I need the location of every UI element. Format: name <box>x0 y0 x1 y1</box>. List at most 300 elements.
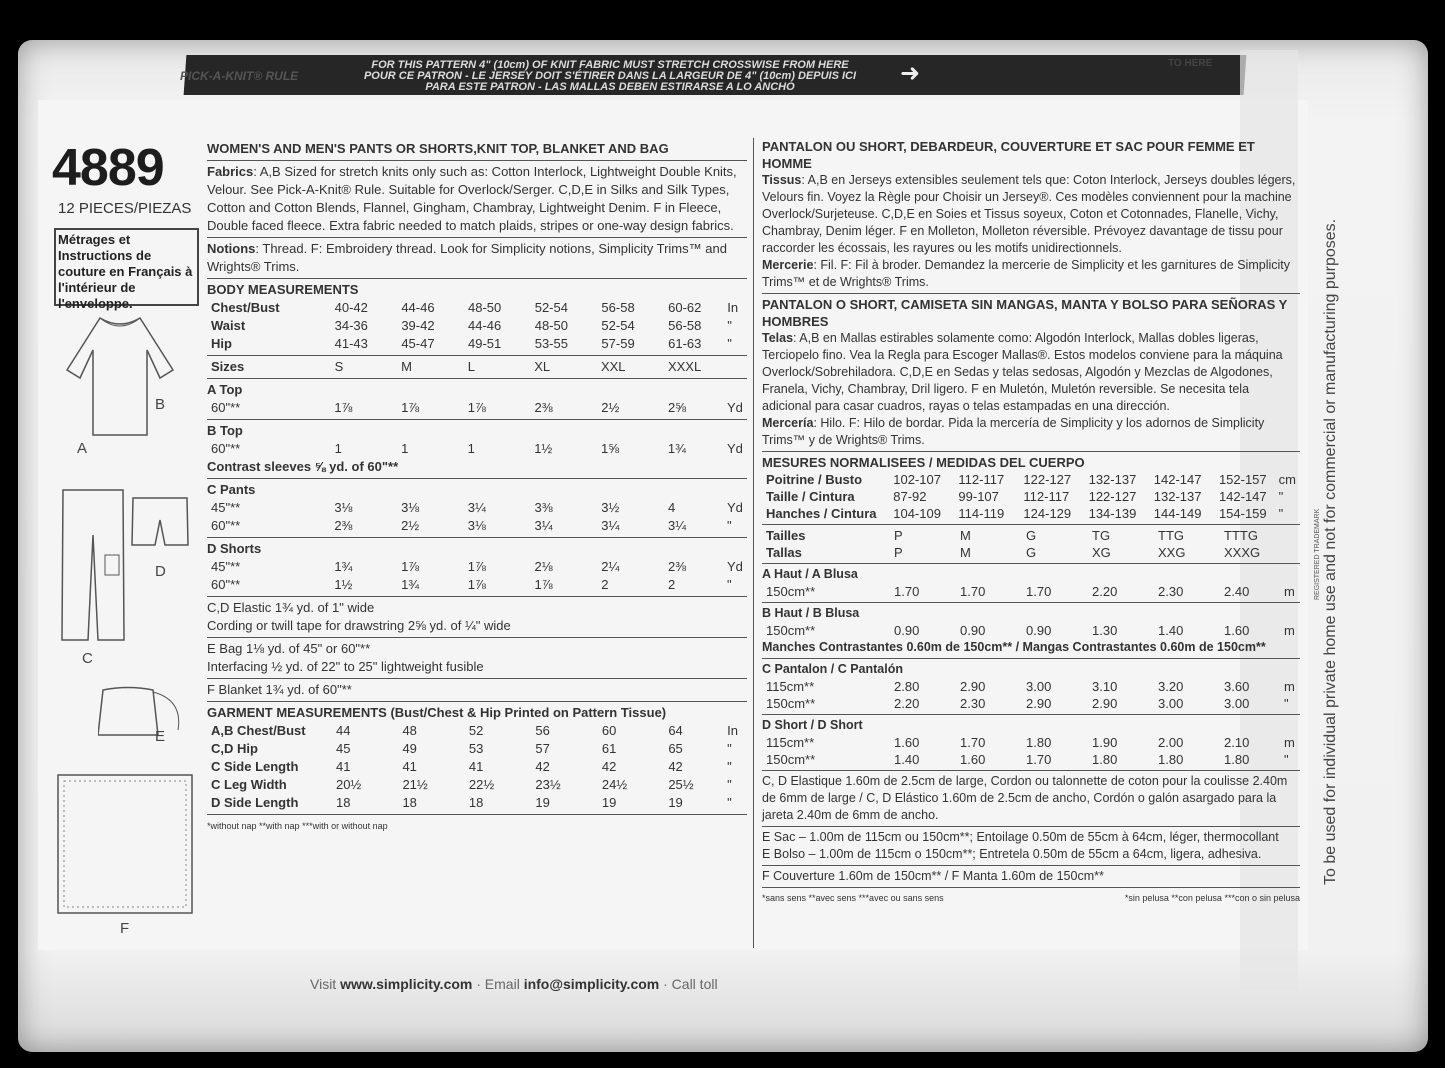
yardage-cell: 3.00 <box>1158 696 1184 711</box>
couverture-line: F Couverture 1.60m de 150cm** / F Manta 1.60m de 150cm** <box>762 869 1104 883</box>
table-cell: " <box>1278 489 1284 504</box>
yardage-cell: 1.60 <box>894 735 920 750</box>
yardage-cell: 2.40 <box>1224 584 1250 599</box>
sizes-row <box>762 544 1298 561</box>
table-cell: 41 <box>402 759 417 774</box>
table-cell: 124-129 <box>1023 506 1072 521</box>
table-row <box>207 740 747 758</box>
pattern-number: 4889 <box>52 139 164 197</box>
interfacing-line: Interfacing ½ yd. of 22" to 25" lightweight fusible <box>207 659 484 674</box>
french-spanish-column <box>762 138 1300 907</box>
fabric-width: 150cm** <box>766 623 816 638</box>
table-cell: 152-157 <box>1218 472 1267 487</box>
table-cell: In <box>727 723 738 738</box>
yardage-cell: 1⅞ <box>401 559 420 574</box>
fabric-width: 115cm** <box>766 735 815 750</box>
view-e-bag-sketch <box>98 680 188 740</box>
yardage-view-title: D Short / D Short <box>762 718 863 732</box>
table-cell: 20½ <box>335 777 362 792</box>
size-cell <box>723 358 747 376</box>
yardage-table <box>762 734 1299 768</box>
sizes-label: Tailles <box>766 528 806 543</box>
yardage-cell: 2.00 <box>1158 735 1184 750</box>
elastic-line: C,D Elastic 1¾ yd. of 1" wide <box>207 600 375 615</box>
yardage-row <box>207 440 747 458</box>
yardage-cell: 1⅞ <box>467 559 486 574</box>
yardage-cell: 1.70 <box>960 735 986 750</box>
table-cell: 122-127 <box>1088 489 1137 504</box>
french-instructions-box: Métrages et Instructions de couture en Français à l'intérieur de l'enveloppe. <box>54 228 199 306</box>
table-cell: " <box>727 777 732 792</box>
table-cell: 52-54 <box>534 300 568 315</box>
body-measurements-title: BODY MEASUREMENTS <box>207 282 359 297</box>
view-label-b: B <box>155 396 166 413</box>
elastique-line: C, D Elastique 1.60m de 2.5cm de large, Cordon ou talonnette de coton pour la coulisse 2.40m de 6mm de large / C, D Elástico 1.60m de 2.5cm de ancho, Cordón o galón asargado para la jareta 2.40m de 6mm de ancho. <box>762 774 1288 822</box>
table-cell: 104-109 <box>893 506 941 521</box>
french-title: PANTALON OU SHORT, DEBARDEUR, COUVERTURE ET SAC POUR FEMME ET HOMME <box>762 139 1255 171</box>
yardage-cell: 3.10 <box>1092 679 1118 694</box>
table-cell: 60 <box>601 723 617 738</box>
table-cell: 25½ <box>668 777 694 792</box>
fabrics-paragraph <box>207 163 747 235</box>
table-cell: 41 <box>335 759 351 774</box>
stretch-line-es: PARA ESTE PATRON - LAS MALLAS DEBEN ESTIRARSE A LO ANCHO <box>425 81 795 93</box>
table-cell: 142-147 <box>1218 489 1267 504</box>
sizes-row <box>207 358 747 376</box>
metric-measurements-title: MESURES NORMALISEES / MEDIDAS DEL CUERPO <box>762 455 1085 470</box>
size-cell: P <box>894 528 903 543</box>
yardage-row <box>762 751 1299 768</box>
table-cell: " <box>727 759 732 774</box>
size-cell <box>1280 544 1298 561</box>
table-cell: 61-63 <box>668 336 702 351</box>
table-row <box>762 505 1300 522</box>
fabric-width: 60"** <box>211 400 241 415</box>
view-label-c: C <box>82 650 93 667</box>
yardage-cell: 2.80 <box>894 679 920 694</box>
table-cell: 19 <box>601 795 617 810</box>
cording-line: Cording or twill tape for drawstring 2⅝ yd. of ¼" wide <box>207 618 511 633</box>
table-cell: 56-58 <box>668 318 702 333</box>
fabric-width: 115cm** <box>766 679 815 694</box>
stretch-line-en: FOR THIS PATTERN 4" (10cm) OF KNIT FABRIC MUST STRETCH CROSSWISE FROM HERE <box>371 59 849 71</box>
table-cell: " <box>727 795 732 810</box>
yardage-cell: 2⅜ <box>668 559 687 574</box>
table-cell: 34-36 <box>334 318 368 333</box>
yardage-cell: 3.20 <box>1158 679 1184 694</box>
french-footnote: *sans sens **avec sens ***avec ou sans sens <box>762 893 944 903</box>
yardage-cell: 2.90 <box>960 679 986 694</box>
yardage-cell: 3⅜ <box>534 500 553 515</box>
table-cell: 48-50 <box>468 300 502 315</box>
table-cell: 56-58 <box>601 300 635 315</box>
table-cell: 44 <box>335 723 351 738</box>
table-cell: 132-137 <box>1153 489 1202 504</box>
yardage-view-title: A Haut / A Blusa <box>762 567 858 581</box>
table-cell: 52-54 <box>601 318 635 333</box>
table-cell: 52 <box>468 723 484 738</box>
table-cell: 18 <box>402 795 417 810</box>
table-cell: 18 <box>335 795 351 810</box>
yardage-cell: " <box>1284 696 1289 711</box>
spanish-footnote: *sin pelusa **con pelusa ***con o sin pelusa <box>1124 893 1300 903</box>
size-cell: XL <box>534 359 551 374</box>
yardage-cell: 1.40 <box>1158 623 1184 638</box>
yardage-cell: 1.60 <box>960 752 986 767</box>
notions-label: Notions <box>207 241 256 256</box>
yardage-cell: 1.70 <box>1026 584 1052 599</box>
fabrics-label: Fabrics <box>207 164 254 179</box>
fabric-width: 60"** <box>211 577 241 592</box>
table-cell: 44-46 <box>401 300 435 315</box>
metric-yardage-section <box>762 563 1300 768</box>
yardage-cell: 1 <box>334 441 342 456</box>
yardage-cell: 1¾ <box>334 559 353 574</box>
table-cell: 42 <box>535 759 550 774</box>
yardage-cell: 1.80 <box>1026 735 1052 750</box>
table-cell: 112-117 <box>1023 489 1070 504</box>
contrast-sleeves-note: Contrast sleeves ⅝ yd. of 60"** <box>207 459 399 474</box>
yardage-cell: 3.60 <box>1224 679 1250 694</box>
yardage-table <box>762 622 1299 639</box>
table-cell: " <box>727 336 732 351</box>
yardage-cell: 1 <box>467 441 475 456</box>
yardage-cell: 3¼ <box>668 518 687 533</box>
table-row <box>762 488 1300 505</box>
bag-line: E Bag 1⅛ yd. of 45" or 60"** <box>207 641 371 656</box>
garment-measurements-title: GARMENT MEASUREMENTS (Bust/Chest & Hip Printed on Pattern Tissue) <box>207 705 667 720</box>
yardage-cell: 2.20 <box>1092 584 1118 599</box>
tissus-paragraph <box>762 172 1300 257</box>
pieces-count: 12 PIECES/PIEZAS <box>58 200 192 217</box>
table-cell: 61 <box>601 741 617 756</box>
table-cell: 49-51 <box>468 336 502 351</box>
yardage-cell: 3¼ <box>534 518 553 533</box>
yardage-cell: 2 <box>601 577 609 592</box>
yardage-cell: 3⅛ <box>334 500 353 515</box>
yardage-cell: 3¼ <box>467 500 486 515</box>
table-cell: 41 <box>468 759 484 774</box>
spanish-title: PANTALON O SHORT, CAMISETA SIN MANGAS, MANTA Y BOLSO PARA SEÑORAS Y HOMBRES <box>762 297 1288 329</box>
contact-line <box>310 976 718 992</box>
yardage-cell: 2.30 <box>960 696 986 711</box>
bolso-line: E Bolso – 1.00m de 115cm o 150cm**; Entretela 0.50m de 55cm a 64cm, ligera, adhesiva. <box>762 847 1262 861</box>
yardage-cell: 1¾ <box>667 441 686 456</box>
row-label: Waist <box>211 318 246 333</box>
yardage-cell: 1.90 <box>1092 735 1118 750</box>
table-cell: 122-127 <box>1023 472 1072 487</box>
stretch-line-fr: POUR CE PATRON - LE JERSEY DOIT S'ÉTIRER DANS LA LARGEUR DE 4" (10cm) DEPUIS ICI <box>363 70 857 82</box>
yardage-cell: 1⅝ <box>601 441 620 456</box>
size-cell: M <box>960 528 971 543</box>
pick-a-knit-logo: PICK-A-KNIT® RULE <box>180 69 299 83</box>
size-cell: XXXL <box>667 359 702 374</box>
table-cell: 57-59 <box>601 336 635 351</box>
table-cell: 65 <box>668 741 683 756</box>
row-label: Chest/Bust <box>211 300 280 315</box>
row-label: A,B Chest/Bust <box>211 723 306 738</box>
row-label: Hip <box>211 336 232 351</box>
yardage-row <box>207 399 747 417</box>
yardage-cell: 2.10 <box>1224 735 1250 750</box>
table-cell: 64 <box>668 723 683 738</box>
size-cell: G <box>1026 528 1037 543</box>
telas-label: Telas <box>762 331 794 345</box>
yardage-row <box>762 734 1299 751</box>
yardage-cell: " <box>726 518 732 533</box>
yardage-cell: 0.90 <box>1026 623 1052 638</box>
yardage-cell: 3¼ <box>601 518 620 533</box>
yardage-cell: m <box>1284 584 1295 599</box>
yardage-cell: m <box>1284 679 1295 694</box>
to-here-label: TO HERE <box>1168 58 1213 69</box>
view-ab-top-sketch <box>55 310 185 440</box>
size-cell: XXG <box>1158 545 1186 560</box>
english-title: WOMEN'S AND MEN'S PANTS OR SHORTS,KNIT TOP, BLANKET AND BAG <box>207 141 669 156</box>
yardage-cell: 2⅝ <box>668 400 687 415</box>
yardage-row <box>762 622 1299 639</box>
yardage-cell: m <box>1284 623 1295 638</box>
blanket-line: F Blanket 1¾ yd. of 60"** <box>207 682 352 697</box>
yardage-row <box>207 576 747 594</box>
yardage-cell: 2¼ <box>601 559 620 574</box>
yardage-cell: 1.70 <box>1026 752 1052 767</box>
table-cell: 49 <box>402 741 417 756</box>
fabric-width: 45"** <box>211 500 241 515</box>
notions-text: : Thread. F: Embroidery thread. Look for Simplicity notions, Simplicity Trims™ and Wrights® Trims. <box>207 241 727 274</box>
yardage-view-title: C Pantalon / C Pantalón <box>762 662 903 676</box>
yardage-cell: 1 <box>401 441 409 456</box>
table-row <box>207 758 747 776</box>
visit-label: Visit <box>310 976 337 992</box>
yardage-table <box>207 440 747 458</box>
size-cell: M <box>401 359 412 374</box>
row-label: C Side Length <box>211 759 299 774</box>
yardage-table <box>762 678 1299 712</box>
yardage-cell: 2.90 <box>1092 696 1118 711</box>
metric-body-table <box>762 471 1300 522</box>
sizes-label: Tallas <box>766 545 802 560</box>
table-cell: " <box>727 318 732 333</box>
arrow-right-icon: ➜ <box>900 60 921 87</box>
table-cell: 56 <box>535 723 550 738</box>
row-label: C,D Hip <box>211 741 258 756</box>
row-label: C Leg Width <box>211 777 287 792</box>
email-link[interactable]: info@simplicity.com <box>523 976 660 992</box>
table-cell: 53-55 <box>534 336 568 351</box>
yardage-cell: 2.20 <box>894 696 920 711</box>
email-label: · Email <box>476 976 520 992</box>
yardage-row <box>762 695 1299 712</box>
yardage-cell: 1.40 <box>894 752 920 767</box>
yardage-row <box>207 499 747 517</box>
yardage-cell: 1⅞ <box>467 400 486 415</box>
table-cell: In <box>727 300 739 315</box>
table-row <box>207 317 747 335</box>
yardage-cell: 4 <box>668 500 676 515</box>
table-cell: 132-137 <box>1088 472 1137 487</box>
yardage-row <box>762 678 1299 695</box>
sac-line: E Sac – 1.00m de 115cm ou 150cm**; Entoilage 0.50m de 55cm à 64cm, léger, thermocollant <box>762 830 1279 844</box>
metric-sizes-table <box>762 527 1298 561</box>
size-cell: M <box>960 545 971 560</box>
view-label-f: F <box>120 920 130 937</box>
table-cell: 18 <box>468 795 484 810</box>
yardage-cell: 2⅛ <box>534 559 553 574</box>
telas-paragraph <box>762 330 1300 415</box>
size-cell: XG <box>1092 545 1111 560</box>
yardage-cell: 2½ <box>601 400 620 415</box>
yardage-section <box>207 378 747 594</box>
table-cell: 21½ <box>402 777 428 792</box>
size-cell <box>1280 527 1298 544</box>
yardage-cell: 1.70 <box>960 584 986 599</box>
metric-footnotes <box>762 890 1300 907</box>
row-label: Poitrine / Busto <box>766 472 863 487</box>
view-f-blanket-sketch <box>56 773 196 915</box>
view-label-a: A <box>77 440 88 457</box>
row-label: D Side Length <box>211 795 299 810</box>
view-label-d: D <box>155 563 166 580</box>
table-cell: 154-159 <box>1218 506 1267 521</box>
table-cell: 102-107 <box>893 472 941 487</box>
table-cell: 48-50 <box>534 318 568 333</box>
table-cell: 45-47 <box>401 336 435 351</box>
table-cell: 19 <box>668 795 683 810</box>
yardage-cell: 1.70 <box>894 584 920 599</box>
body-measurements-table <box>207 299 747 353</box>
table-cell: 19 <box>535 795 550 810</box>
yardage-cell: 0.90 <box>894 623 920 638</box>
english-column <box>207 140 747 835</box>
yardage-view-title: C Pants <box>207 482 256 497</box>
usage-notice: To be used for individual private home use and not for commercial or manufacturing purposes. <box>1322 218 1339 885</box>
yardage-cell: 1⅞ <box>334 400 353 415</box>
table-row <box>207 794 747 812</box>
yardage-cell: 2½ <box>401 518 420 533</box>
yardage-cell: 1.80 <box>1092 752 1118 767</box>
table-row <box>207 722 747 740</box>
table-cell: 142-147 <box>1153 472 1202 487</box>
table-cell: 41-43 <box>334 336 368 351</box>
table-cell: 134-139 <box>1088 506 1137 521</box>
size-cell: XXXG <box>1224 545 1261 560</box>
yardage-cell: 3⅛ <box>401 500 420 515</box>
fabric-width: 45"** <box>211 559 241 574</box>
yardage-cell: 1⅞ <box>467 577 486 592</box>
website-link[interactable]: www.simplicity.com <box>340 976 473 992</box>
merceria-label: Mercería <box>762 416 814 430</box>
size-cell: XXL <box>600 359 626 374</box>
table-row <box>762 471 1300 488</box>
yardage-cell: Yd <box>726 559 743 574</box>
yardage-table <box>207 499 747 535</box>
yardage-cell: 1⅞ <box>401 400 420 415</box>
tissus-text: : A,B en Jerseys extensibles seulement tels que: Coton Interlock, Jerseys doubles légers, Velours fin. Voyez la Règle pour Choisir un Jersey®. Ces modèles conviennent pour la machine Overlock/Surjeteuse. C,D,E en Soies et Tissus soyeux, Coton et Cotonnades, Flanelle, Vichy, Chambray, Denim léger. F en Molleton, Molleton réversible. Prévoyez davantage de tissu pour raccorder les écossais, les rayures ou les motifs unidirectionnels. <box>762 173 1296 255</box>
yardage-table <box>762 583 1299 600</box>
table-row <box>207 335 747 353</box>
sizes-row <box>762 527 1298 544</box>
yardage-cell: 2 <box>668 577 676 592</box>
table-cell: 23½ <box>535 777 561 792</box>
table-cell: 87-92 <box>893 489 927 504</box>
size-cell: TTG <box>1158 528 1184 543</box>
fabric-width: 150cm** <box>766 696 816 711</box>
yardage-view-title: B Haut / B Blusa <box>762 606 860 620</box>
tissus-label: Tissus <box>762 173 802 187</box>
table-cell: 24½ <box>601 777 628 792</box>
table-cell: " <box>727 741 732 756</box>
notions-paragraph <box>207 240 747 276</box>
yardage-cell: 3½ <box>601 500 620 515</box>
yardage-cell: " <box>1284 752 1289 767</box>
table-cell: " <box>1278 506 1284 521</box>
mercerie-text: : Fil. F: Fil à broder. Demandez la mercerie de Simplicity et les garnitures de Simplicity Trims™ et de Wrights® Trims. <box>762 258 1290 289</box>
telas-text: : A,B en Mallas estirables solamente como: Algodón Interlock, Mallas dobles ligeras, Terciopelo fino. Vea la Regla para Escoger Mallas®. Estos modelos conviene para la máquina Overlock/Sobrehiladora. C,D,E en Sedas y telas sedosas, Algodón y Mezclas de Algodones, Franela, Vichy, Chambray, Dril ligero. F en Muletón, Muletón reversible. Se necesita tela adicional para casar cuadros, rayas o telas estampadas en una dirección. <box>762 331 1283 413</box>
yardage-cell: 1⅞ <box>534 577 553 592</box>
call-label: · Call toll <box>663 976 718 992</box>
garment-measurements-table <box>207 722 747 812</box>
yardage-cell: 1.60 <box>1224 623 1250 638</box>
table-cell: 112-117 <box>958 472 1005 487</box>
merceria-text: : Hilo. F: Hilo de bordar. Pida la mercería de Simplicity y los adornos de Simplicity Trims™ y de Wrights® Trims. <box>762 416 1265 447</box>
yardage-cell: 0.90 <box>960 623 986 638</box>
table-cell: cm <box>1278 472 1296 487</box>
size-cell: S <box>334 359 344 374</box>
yardage-cell: m <box>1284 735 1295 750</box>
column-divider <box>753 138 754 948</box>
size-cell: P <box>894 545 903 560</box>
fabrics-text: : A,B Sized for stretch knits only such as: Cotton Interlock, Lightweight Double Knits, Velour. See Pick-A-Knit® Rule. Suitable for Overlock/Serger. C,D,E in Silks and Silk Types, Cotton and Cotton Blends, Flannel, Gingham, Chambray, Lightweight Denim. F in Fleece, Double faced fleece. Extra fabric needed to match plaids, stripes or one-way design fabrics. <box>207 164 737 233</box>
yardage-row <box>762 583 1299 600</box>
yardage-view-title: B Top <box>207 423 243 438</box>
table-row <box>207 776 747 794</box>
row-label: Taille / Cintura <box>766 489 855 504</box>
yardage-cell: 1½ <box>334 577 353 592</box>
table-row <box>207 299 747 317</box>
size-cell: L <box>467 359 475 374</box>
yardage-row <box>207 517 747 535</box>
table-cell: 39-42 <box>401 318 435 333</box>
trademark-notice: REGISTERED TRADEMARK <box>1314 508 1321 600</box>
yardage-cell: 2⅜ <box>534 400 553 415</box>
table-cell: 144-149 <box>1153 506 1202 521</box>
yardage-cell: 2⅜ <box>334 518 353 533</box>
view-c-pants-sketch <box>58 485 128 645</box>
table-cell: 22½ <box>468 777 495 792</box>
size-cell: TTTG <box>1224 528 1258 543</box>
yardage-table <box>207 558 747 594</box>
yardage-view-title: A Top <box>207 382 243 397</box>
view-d-shorts-sketch <box>130 495 190 550</box>
yardage-cell: 1.30 <box>1092 623 1118 638</box>
mercerie-paragraph <box>762 257 1300 291</box>
fabric-width: 60"** <box>211 518 241 533</box>
yardage-cell: " <box>726 577 732 592</box>
merceria-paragraph <box>762 415 1300 449</box>
yardage-cell: 1½ <box>534 441 553 456</box>
yardage-cell: 2.90 <box>1026 696 1052 711</box>
english-footnote: *without nap **with nap ***with or without nap <box>207 821 388 831</box>
yardage-row <box>207 558 747 576</box>
table-cell: 60-62 <box>668 300 702 315</box>
yardage-cell: 1.80 <box>1158 752 1184 767</box>
view-label-e: E <box>155 728 166 745</box>
yardage-view-title: D Shorts <box>207 541 262 556</box>
table-cell: 57 <box>535 741 550 756</box>
yardage-cell: 3.00 <box>1026 679 1052 694</box>
stretch-instructions <box>330 60 890 93</box>
